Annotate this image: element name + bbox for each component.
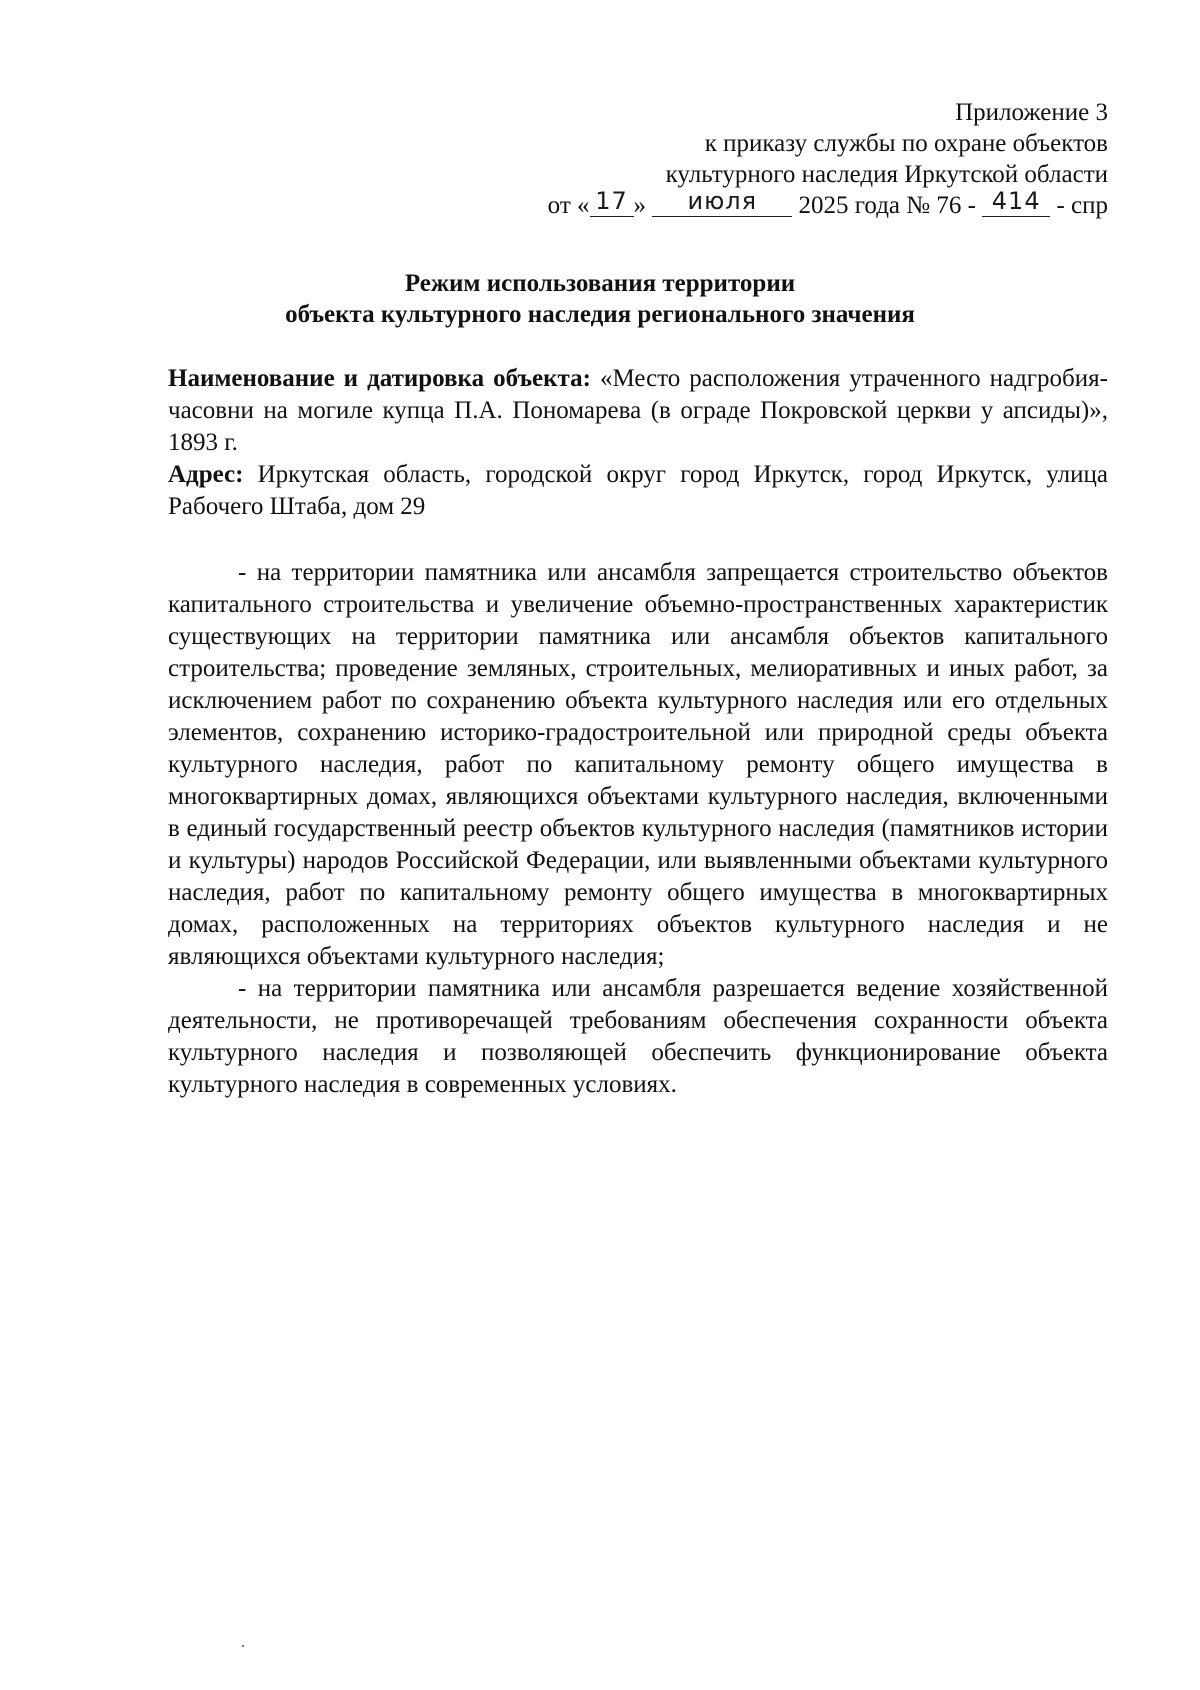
- appendix-header: [548, 97, 1108, 221]
- rule-prohibited: - на территории памятника или ансамбля запрещается строительство объектов капитального строительства и увеличение объемно-пространственных характеристик существующих на территории памятника или ансамбля объектов капитального строительства; проведение земляных, строительных, мелиоративных и иных работ, за исключением работ по сохранению объекта культурного наследия или его отдельных элементов, сохранению историко-градостроительной или природной среды объекта культурного наследия, работ по капитальному ремонту общего имущества в многоквартирных домах, являющихся объектами культурного наследия, включенными в единый государственный реестр объектов культурного наследия (памятников истории и культуры) народов Российской Федерации, или выявленными объектами культурного наследия, работ по капитальному ремонту общего имущества в многоквартирных домах, расположенных на территориях объектов культурного наследия и не являющихся объектами культурного наследия;: [168, 559, 1108, 970]
- object-info: [168, 363, 1108, 523]
- object-name-value: «Место расположения утраченного надгробия-часовни на могиле купца П.А. Пономарева (в ограде Покровской церкви у апсиды)», 1893 г.: [168, 365, 1108, 456]
- rule-permitted: - на территории памятника или ансамбля разрешается ведение хозяйственной деятельности, не противоречащей требованиям обеспечения сохранности объекта культурного наследия и позволяющей обеспечить функционирование объекта культурного наследия в современных условиях.: [168, 975, 1108, 1098]
- object-address-label: Адрес:: [168, 461, 244, 488]
- appendix-number: Приложение 3: [955, 99, 1108, 126]
- appendix-date-line: [547, 187, 1108, 221]
- year-and-number: 2025 года № 76 -: [798, 192, 976, 219]
- document-title: [0, 268, 1200, 330]
- date-prefix: от «: [547, 192, 590, 219]
- object-address-value: Иркутская область, городской округ город Иркутск, город Иркутск, улица Рабочего Штаба, дом 29: [168, 461, 1109, 520]
- month-blank: [652, 187, 792, 217]
- handwritten-order-number: 414: [991, 187, 1041, 215]
- appendix-agency-line: культурного наследия Иркутской области: [665, 161, 1108, 188]
- order-number-blank: [982, 187, 1050, 217]
- date-quote-close: »: [633, 192, 647, 219]
- title-line-1: Режим использования территории: [404, 270, 796, 297]
- object-address-paragraph: [168, 459, 1108, 523]
- handwritten-day: 17: [595, 187, 628, 215]
- scan-mark: [242, 1645, 244, 1647]
- order-suffix: - спр: [1056, 192, 1108, 219]
- usage-rules: [168, 557, 1108, 1101]
- day-blank: [590, 187, 634, 217]
- object-name-label: Наименование и датировка объекта:: [168, 365, 591, 392]
- title-line-2: объекта культурного наследия регионального значения: [285, 301, 915, 328]
- appendix-order-line: к приказу службы по охране объектов: [704, 130, 1108, 157]
- object-name-paragraph: [168, 363, 1108, 459]
- handwritten-month: июля: [687, 187, 758, 215]
